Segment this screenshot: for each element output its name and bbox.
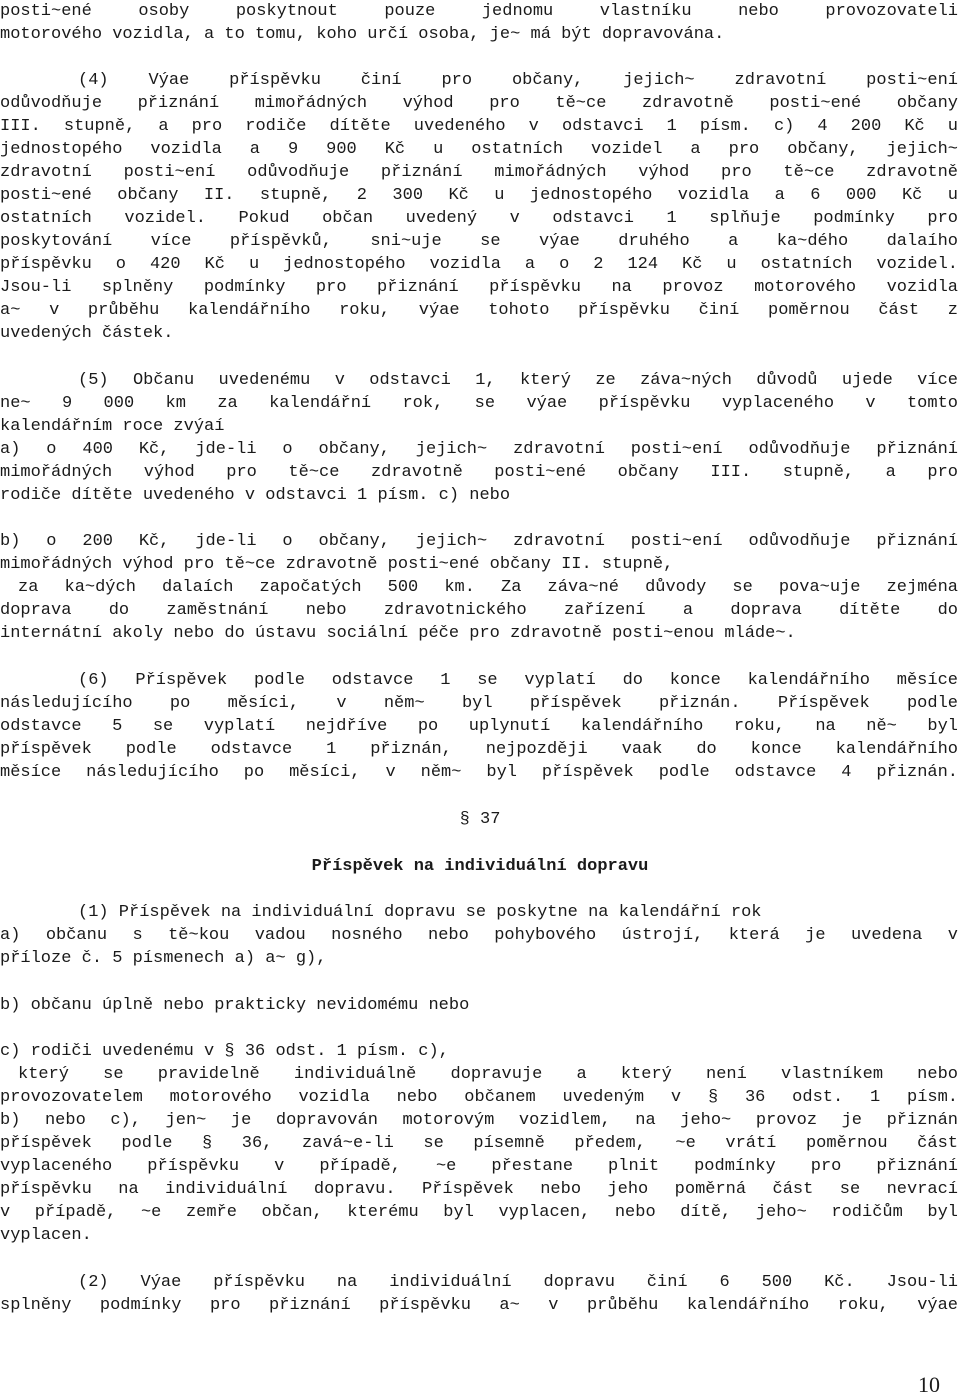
text-line: mimořádných výhod pro tě~ce zdravotně posti~ené občany III. stupně, a pro bbox=[0, 463, 958, 482]
text-line: příspěvek podle § 36, zavá~e-li se písemně předem, ~e vrátí poměrnou část bbox=[0, 1134, 958, 1153]
text-line: jednostopého vozidla a 9 900 Kč u ostatních vozidel a pro občany, jejich~ bbox=[0, 140, 958, 159]
text-line: b) nebo c), jen~ je dopravován motorovým vozidlem, na jeho~ provoz je přiznán bbox=[0, 1111, 958, 1130]
text-line: příspěvku o 420 Kč u jednostopého vozidla a o 2 124 Kč u ostatních vozidel. bbox=[0, 255, 958, 274]
text-line: posti~ené osoby poskytnout pouze jednomu vlastníku nebo provozovateli bbox=[0, 2, 958, 21]
text-line: III. stupně, a pro rodiče dítěte uvedeného v odstavci 1 písm. c) 4 200 Kč u bbox=[0, 117, 958, 136]
text-line: vyplacen. bbox=[0, 1226, 92, 1245]
text-line: a) o 400 Kč, jde-li o občany, jejich~ zdravotní posti~ení odůvodňuje přiznání bbox=[0, 440, 958, 459]
text-line: v případě, ~e zemře občan, kterému byl vyplacen, nebo dítě, jeho~ rodičům byl bbox=[0, 1203, 958, 1222]
text-line: vyplaceného příspěvku v případě, ~e přestane plnit podmínky pro přiznání bbox=[0, 1157, 958, 1176]
text-line: (2) Výae příspěvku na individuální dopravu činí 6 500 Kč. Jsou-li bbox=[78, 1273, 958, 1292]
text-line: posti~ené občany II. stupně, 2 300 Kč u jednostopého vozidla a 6 000 Kč u bbox=[0, 186, 958, 205]
text-line: příspěvku na individuální dopravu. Příspěvek nebo jeho poměrná část se nevrací bbox=[0, 1180, 958, 1199]
text-line: který se pravidelně individuálně dopravuje a který není vlastníkem nebo bbox=[18, 1065, 958, 1084]
section-heading: Příspěvek na individuální dopravu bbox=[311, 857, 649, 876]
text-line: b) o 200 Kč, jde-li o občany, jejich~ zdravotní posti~ení odůvodňuje přiznání bbox=[0, 532, 958, 551]
text-line: kalendářním roce zvýaí bbox=[0, 417, 225, 436]
text-line: (1) Příspěvek na individuální dopravu se poskytne na kalendářní rok bbox=[78, 903, 762, 922]
text-line: mimořádných výhod pro tě~ce zdravotně posti~ené občany II. stupně, bbox=[0, 555, 674, 574]
text-line: c) rodiči uvedenému v § 36 odst. 1 písm. c), bbox=[0, 1042, 449, 1061]
text-line: splněny podmínky pro přiznání příspěvku a~ v průběhu kalendářního roku, výae bbox=[0, 1296, 958, 1315]
text-line: rodiče dítěte uvedeného v odstavci 1 písm. c) nebo bbox=[0, 486, 511, 505]
text-line: poskytování více příspěvků, sni~uje se výae druhého a ka~dého dalaího bbox=[0, 232, 958, 251]
text-line: ostatních vozidel. Pokud občan uvedený v odstavci 1 splňuje podmínky pro bbox=[0, 209, 958, 228]
text-line: příloze č. 5 písmenech a) a~ g), bbox=[0, 949, 327, 968]
text-line: (5) Občanu uvedenému v odstavci 1, který ze záva~ných důvodů ujede více bbox=[78, 371, 958, 390]
text-line: doprava do zaměstnání nebo zdravotnického zařízení a doprava dítěte do bbox=[0, 601, 958, 620]
text-line: ne~ 9 000 km za kalendářní rok, se výae příspěvku vyplaceného v tomto bbox=[0, 394, 958, 413]
text-line: odůvodňuje přiznání mimořádných výhod pro tě~ce zdravotně posti~ené občany bbox=[0, 94, 958, 113]
text-line: provozovatelem motorového vozidla nebo občanem uvedeným v § 36 odst. 1 písm. bbox=[0, 1088, 958, 1107]
text-line: zdravotní posti~ení odůvodňuje přiznání mimořádných výhod pro tě~ce zdravotně bbox=[0, 163, 958, 182]
text-line: (6) Příspěvek podle odstavce 1 se vyplatí do konce kalendářního měsíce bbox=[78, 671, 958, 690]
text-line: internátní akoly nebo do ústavu sociální péče pro zdravotně posti~enou mláde~. bbox=[0, 624, 796, 643]
text-line: odstavce 5 se vyplatí nejdříve po uplynutí kalendářního roku, na ně~ byl bbox=[0, 717, 958, 736]
page-number: 10 bbox=[918, 1372, 940, 1397]
text-line: následujícího po měsíci, v něm~ byl příspěvek přiznán. Příspěvek podle bbox=[0, 694, 958, 713]
text-line: příspěvek podle odstavce 1 přiznán, nejpozději vaak do konce kalendářního bbox=[0, 740, 958, 759]
text-line: a) občanu s tě~kou vadou nosného nebo pohybového ústrojí, která je uvedena v bbox=[0, 926, 958, 945]
section-number: § 37 bbox=[459, 810, 501, 829]
text-line: a~ v průběhu kalendářního roku, výae tohoto příspěvku činí poměrnou část z bbox=[0, 301, 958, 320]
text-line: (4) Výae příspěvku činí pro občany, jejich~ zdravotní posti~ení bbox=[78, 71, 958, 90]
text-line: měsíce následujícího po měsíci, v něm~ byl příspěvek podle odstavce 4 přiznán. bbox=[0, 763, 958, 782]
text-line: motorového vozidla, a to tomu, koho určí osoba, je~ má být dopravována. bbox=[0, 25, 725, 44]
text-line: b) občanu úplně nebo prakticky nevidomému nebo bbox=[0, 996, 470, 1015]
text-line: uvedených částek. bbox=[0, 324, 174, 343]
text-line: Jsou-li splněny podmínky pro přiznání příspěvku na provoz motorového vozidla bbox=[0, 278, 958, 297]
text-line: za ka~dých dalaích započatých 500 km. Za záva~né důvody se pova~uje zejména bbox=[18, 578, 958, 597]
